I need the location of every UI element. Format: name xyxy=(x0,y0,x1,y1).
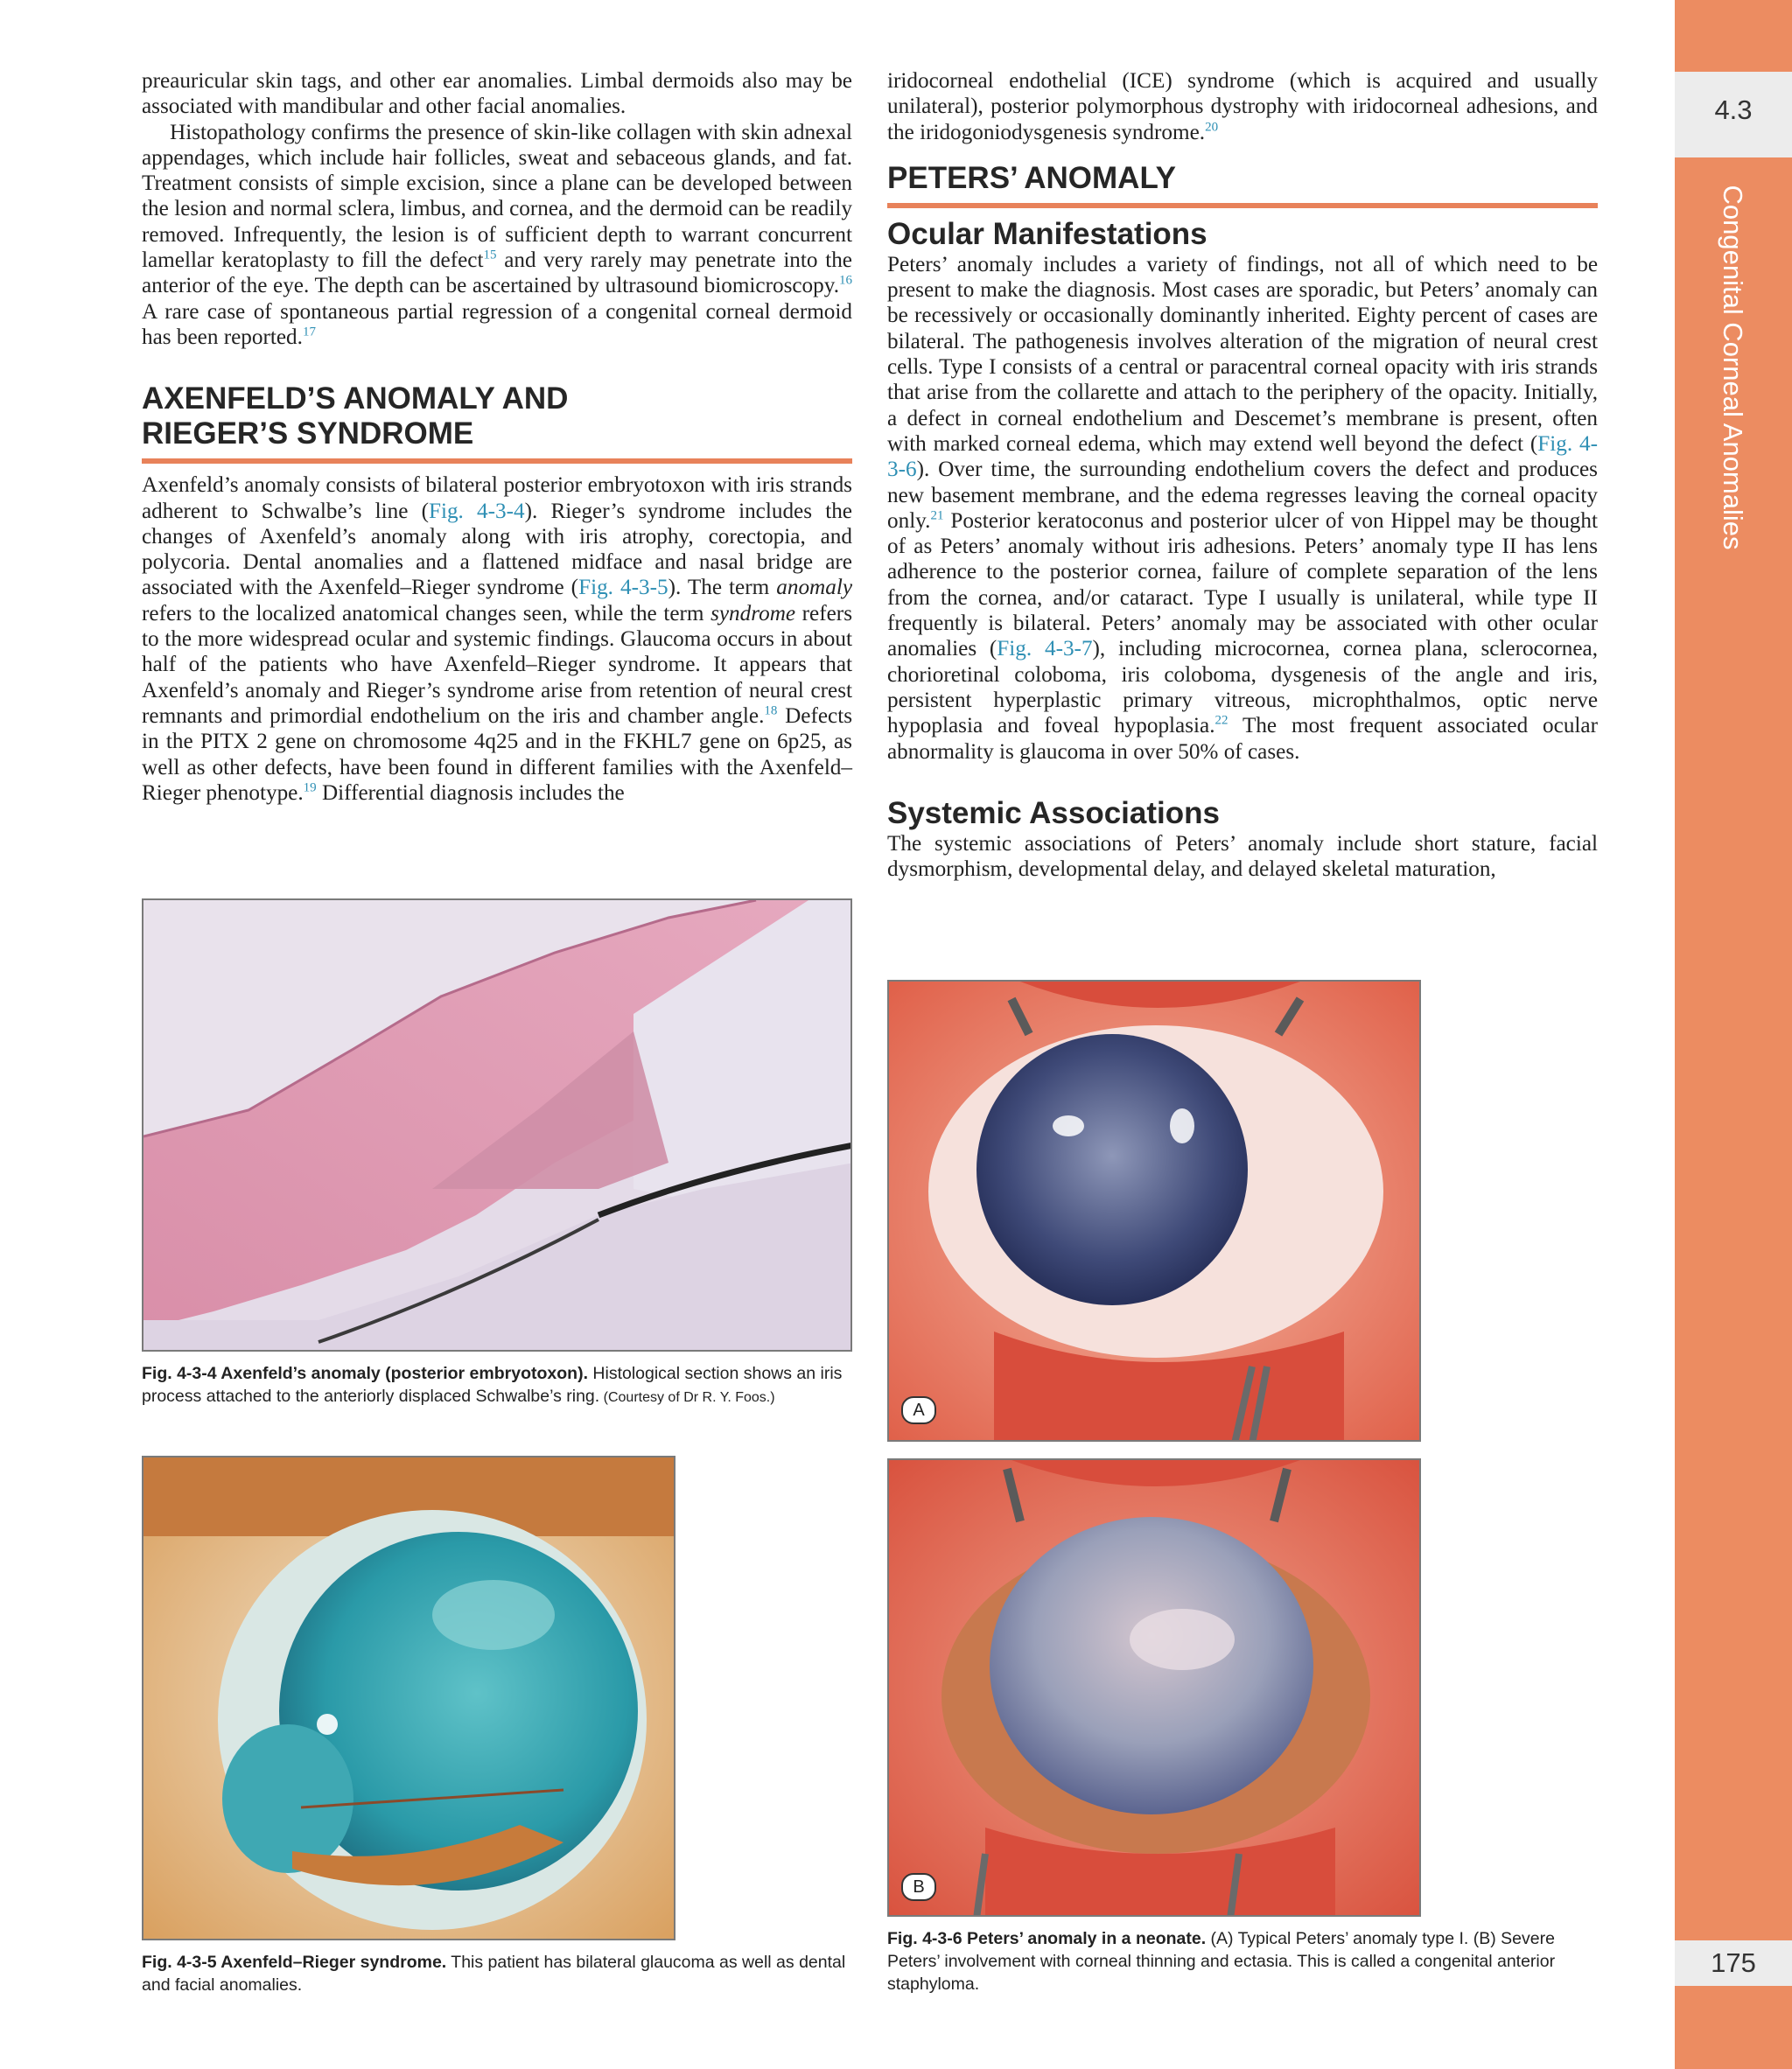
ref-17[interactable]: 17 xyxy=(302,325,316,339)
ref-22[interactable]: 22 xyxy=(1214,713,1228,728)
heading-rule xyxy=(887,203,1598,208)
paragraph-histopathology: Histopathology confirms the presence of skin-like collagen with skin adnexal appendages, which include hair follicles, sweat and sebaceous glands, and fat. Treatment consists of simple excision, since a plane can be developed between the lesion and normal sclera, limbus, and cornea, and the dermoid can be readily removed. Infrequently, the lesion is of sufficient depth to warrant concurrent lamellar keratoplasty to fill the defect$^{15}$ and very rarely may penetrate into the anterior of the eye. The depth can be ascertained by ultrasound biomicroscopy.$^{16}$ A rare case of spontaneous partial regression of a congenital corneal dermoid has been reported.$^{17}$ xyxy=(142,120,852,349)
section-title-vertical: Congenital Corneal Anomalies xyxy=(1718,185,1748,550)
heading-rule xyxy=(142,458,852,464)
left-column xyxy=(142,68,852,806)
ref-18[interactable]: 18 xyxy=(764,703,778,718)
figure-peters-b-image xyxy=(887,1458,1421,1917)
paragraph-ocular: Peters’ anomaly includes a variety of findings, not all of which need to be present to make the diagnosis. Most cases are sporadic, but Peters’ anomaly can be recessively or occasionally dominantly inherited. Eighty percent of cases are bilateral. The pathogenesis involves alteration of the migration of neural crest cells. Type I consists of a central or paracentral corneal opacity with iris strands that arise from the collarette and attach to the periphery of the opacity. Initially, a defect in corneal endothelium and Descemet’s membrane is present, often with marked corneal edema, which may extend well beyond the defect (Fig. 4-3-6). Over time, the surrounding endothelium covers the defect and produces new basement membrane, and the edema regresses leaving the corneal opacity only.$^{21}$ Posterior keratoconus and posterior ulcer of von Hippel may be thought of as Peters’ anomaly without iris adhesions. Peters’ anomaly type II has lens adherence to the posterior cornea, failure of complete separation of the lens from the cornea, and/or cataract. Type I usually is unilateral, while type II frequently is bilateral. Peters’ anomaly may be associated with other ocular anomalies (Fig. 4-3-7), including microcornea, cornea plana, sclerocornea, chorioretinal coloboma, iris coloboma, dysgenesis of the angle and iris, persistent hyperplastic primary vitreous, microphthalmos, optic nerve hypoplasia and foveal hypoplasia.$^{22}$ The most frequent associated ocular abnormality is glaucoma in over 50% of cases. xyxy=(887,252,1598,764)
peters-eye-b-illustration xyxy=(889,1460,1421,1917)
fig-link-4-3-7[interactable]: Fig. 4-3-7 xyxy=(997,637,1093,661)
panel-label-a: A xyxy=(901,1396,936,1424)
figure-peters-a-image xyxy=(887,980,1421,1442)
subheading-ocular: Ocular Manifestations xyxy=(887,216,1208,251)
ref-15[interactable]: 15 xyxy=(483,248,497,262)
peters-eye-a-illustration xyxy=(889,982,1421,1442)
ref-19[interactable]: 19 xyxy=(303,780,317,795)
fig-link-4-3-5[interactable]: Fig. 4-3-5 xyxy=(578,576,668,600)
heading-peters: PETERS’ ANOMALY xyxy=(887,160,1176,195)
figure-caption-4-3-6: Fig. 4-3-6 Peters’ anomaly in a neonate. (A) Typical Peters’ anomaly type I. (B) Severe Peters’ involvement with corneal thinning and ectasia. This is called a congenital anterior staphyloma. xyxy=(887,1929,1556,1994)
eye-photo-illustration xyxy=(144,1457,676,1940)
figure-caption-4-3-5: Fig. 4-3-5 Axenfeld–Rieger syndrome. This patient has bilateral glaucoma as well as dental and facial anomalies. xyxy=(142,1953,846,1995)
fig-link-4-3-4[interactable]: Fig. 4-3-4 xyxy=(428,499,525,523)
fig-link-4-3-6[interactable]: Fig. 4-3-6 xyxy=(887,431,1598,482)
ref-16[interactable]: 16 xyxy=(839,273,852,288)
histology-illustration xyxy=(144,900,852,1352)
subheading-systemic: Systemic Associations xyxy=(887,795,1220,830)
paragraph-systemic: The systemic associations of Peters’ anomaly include short stature, facial dysmorphism, developmental delay, and delayed skeletal maturation, xyxy=(887,831,1598,882)
heading-axenfeld: AXENFELD’S ANOMALY AND RIEGER’S SYNDROME xyxy=(142,381,569,451)
paragraph-dermoid-end: preauricular skin tags, and other ear anomalies. Limbal dermoids also may be associated with mandibular and other facial anomalies. xyxy=(142,69,852,119)
page-number: 175 xyxy=(1675,1940,1792,1986)
right-column xyxy=(887,68,1598,882)
figure-caption-4-3-4: Fig. 4-3-4 Axenfeld’s anomaly (posterior embryotoxon). Histological section shows an iris process attached to the anteriorly displaced Schwalbe’s ring. (Courtesy of Dr R. Y. Foos.) xyxy=(142,1364,843,1406)
paragraph-axenfeld: Axenfeld’s anomaly consists of bilateral posterior embryotoxon with iris strands adherent to Schwalbe’s line (Fig. 4-3-4). Rieger’s syndrome includes the changes of Axenfeld’s anomaly along with iris atrophy, corectopia, and polycoria. Dental anomalies and a flattened midface and nasal bridge are associated with the Axenfeld–Rieger syndrome (Fig. 4-3-5). The term anomaly refers to the localized anatomical changes seen, while the term syndrome refers to the more widespread ocular and systemic findings. Glaucoma occurs in about half of the patients who have Axenfeld–Rieger syndrome. It appears that Axenfeld’s anomaly and Rieger’s syndrome arise from retention of neural crest remnants and primordial endothelium on the iris and chamber angle.$^{18}$ Defects in the PITX 2 gene on chromosome 4q25 and in the FKHL7 gene on 6p25, as well as other defects, have been found in different families with the Axenfeld–Rieger phenotype.$^{19}$ Differential diagnosis includes the xyxy=(142,473,852,805)
section-number: 4.3 xyxy=(1714,94,1753,125)
ref-20[interactable]: 20 xyxy=(1205,120,1219,135)
ref-21[interactable]: 21 xyxy=(930,508,944,523)
figure-axenfeld-eye-image xyxy=(142,1456,676,1940)
paragraph-differential: iridocorneal endothelial (ICE) syndrome (which is acquired and usually unilateral), posterior polymorphous dystrophy with iridocorneal adhesions, and the iridogoniodysgenesis syndrome.$^{20}$ xyxy=(887,69,1598,144)
figure-histology-image xyxy=(142,898,852,1352)
panel-label-b: B xyxy=(901,1873,936,1901)
